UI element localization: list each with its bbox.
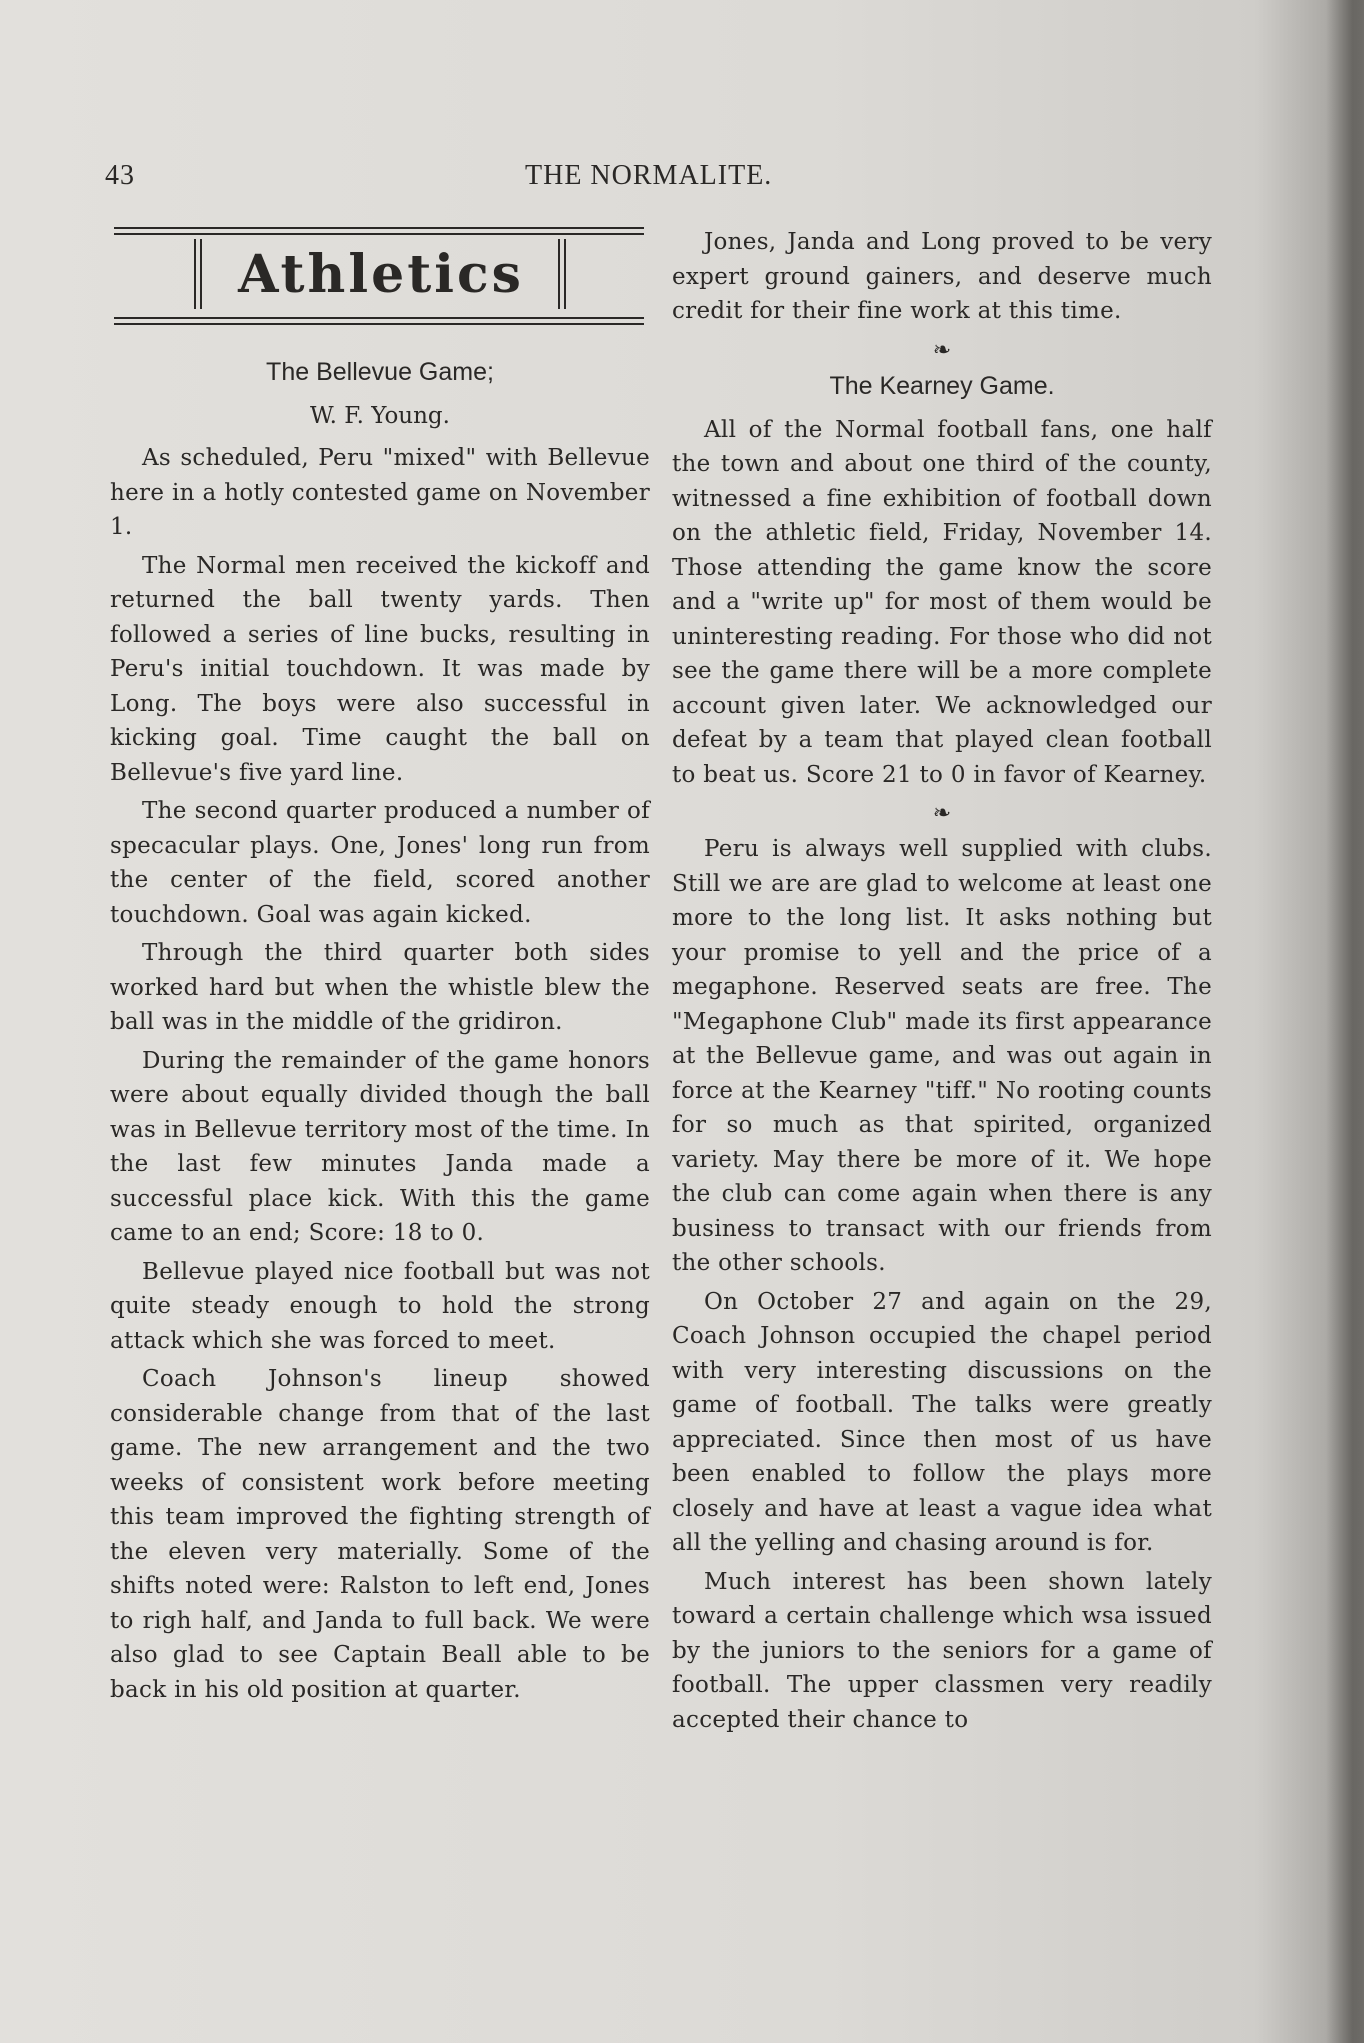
paragraph: The second quarter produced a number of specacular plays. One, Jones' long run from the center of the field, scored another touchdown. Goal was again kicked. [110, 798, 650, 928]
section-title: Athletics [238, 244, 524, 305]
paragraph: Coach Johnson's lineup showed considerable change from that of the last game. The new arrangement and the two weeks of consistent work before meeting this team improved the fighting strength of the eleven very materially. Some of the shifts noted were: Ralston to left end, Jones to righ half, and Janda to full back. We were also glad to see Captain Beall able to be back in his old position at quarter. [110, 1366, 650, 1703]
ornament-icon: ❧ [932, 337, 952, 363]
article-title: The Kearney Game. [829, 371, 1055, 400]
right-column [672, 225, 1212, 1741]
paragraph: Jones, Janda and Long proved to be very expert ground gainers, and deserve much credit for their fine work at this time. [672, 229, 1212, 324]
paragraph: All of the Normal football fans, one half the town and about one third of the county, witnessed a fine exhibition of football down on the athletic field, Friday, November 14. Those attending the game know the score and a "write up" for most of them would be uninteresting reading. For those who did not see the game there will be a more complete account given later. We acknowledged our defeat by a team that played clean football to beat us. Score 21 to 0 in favor of Kearney. [672, 416, 1212, 788]
banner-bar [200, 239, 202, 309]
section-banner [114, 225, 644, 355]
article-byline: W. F. Young. [310, 403, 450, 429]
publication-title: THE NORMALITE. [525, 160, 773, 191]
banner-bar [194, 239, 196, 309]
paragraph: The Normal men received the kickoff and returned the ball twenty yards. Then followed a series of line bucks, resulting in Peru's initial touchdown. It was made by Long. The boys were also successful in kicking goal. Time caught the ball on Bellevue's five yard line. [110, 552, 650, 786]
paragraph: As scheduled, Peru "mixed" with Bellevue here in a hotly contested game on November 1. [110, 445, 650, 540]
binding-shadow [1326, 0, 1364, 2043]
paragraph: Peru is always well supplied with clubs. Still we are are glad to welcome at least one more to the long list. It asks nothing but your promise to yell and the price of a megaphone. Reserved seats are free. The "Megaphone Club" made its first appearance at the Bellevue game, and was out again in force at the Kearney "tiff." No rooting counts for so much as that spirited, organized variety. May there be more of it. We hope the club can come again when there is any business to transact with our friends from the other schools. [672, 836, 1212, 1276]
paragraph: On October 27 and again on the 29, Coach Johnson occupied the chapel period with very interesting discussions on the game of football. The talks were greatly appreciated. Since then most of us have been enabled to follow the plays more closely and have at least a vague idea what all the yelling and chasing around is for. [672, 1288, 1212, 1556]
paragraph: Through the third quarter both sides worked hard but when the whistle blew the ball was in the middle of the gridiron. [110, 940, 650, 1035]
banner-rule [114, 233, 644, 235]
banner-rule [114, 317, 644, 319]
banner-bar [558, 239, 560, 309]
banner-bar [564, 239, 566, 309]
banner-rule [114, 323, 644, 325]
banner-rule [114, 227, 644, 229]
article-title: The Bellevue Game; [266, 358, 494, 386]
page-number: 43 [105, 160, 135, 191]
left-column [110, 225, 650, 1711]
paragraph: During the remainder of the game honors were about equally divided though the ball was in Bellevue territory most of the time. In the last few minutes Janda made a successful place kick. With this the game came to an end; Score: 18 to 0. [110, 1047, 650, 1246]
ornament-icon: ❧ [932, 801, 952, 826]
paragraph: Much interest has been shown lately toward a certain challenge which wsa issued by the juniors to the seniors for a game of football. The upper classmen very readily accepted their chance to [672, 1568, 1212, 1733]
paragraph: Bellevue played nice football but was not quite steady enough to hold the strong attack which she was forced to meet. [110, 1258, 650, 1354]
